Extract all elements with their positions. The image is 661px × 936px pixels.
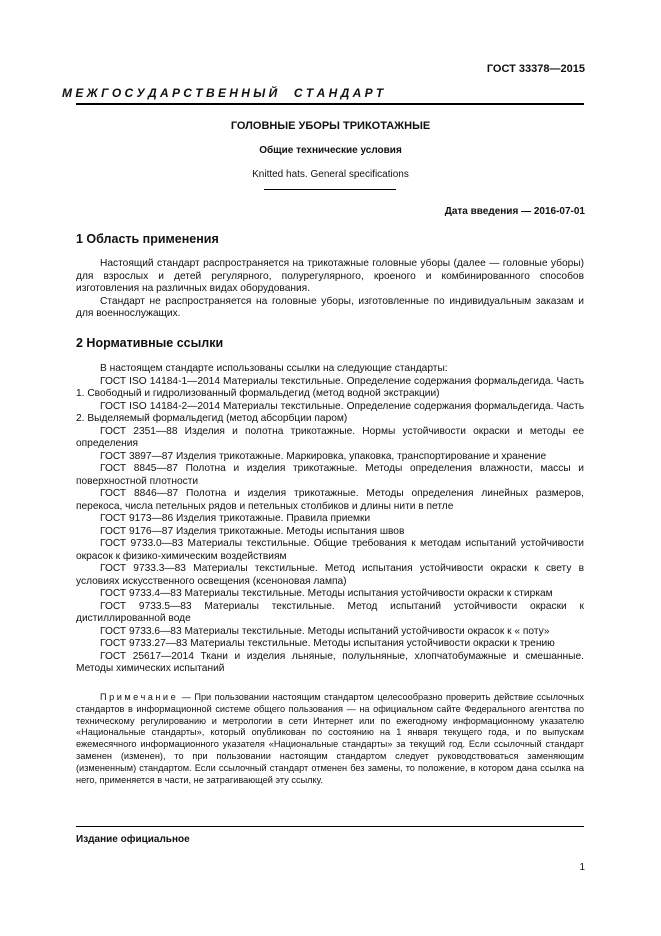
english-title: Knitted hats. General specifications bbox=[252, 169, 409, 180]
reference-item: ГОСТ 9733.27—83 Материалы текстильные. Методы испытания устойчивости окраски к трению bbox=[100, 638, 555, 649]
reference-item: ГОСТ 8845—87 Полотна и изделия трикотажные. Методы определения влажности, массы и поверхностной плотности bbox=[76, 463, 584, 487]
section2-heading: 2 Нормативные ссылки bbox=[76, 336, 224, 350]
reference-item: ГОСТ 9733.3—83 Материалы текстильные. Метод испытания устойчивости окраски к свету в условиях искусственного освещения (ксеноновая лампа) bbox=[76, 563, 584, 587]
reference-item: ГОСТ ISO 14184-2—2014 Материалы текстильные. Определение содержания формальдегида. Часть 2. Выделяемый формальдегид (метод абсорбции паром) bbox=[76, 400, 584, 424]
document-subtitle: Общие технические условия bbox=[259, 145, 402, 156]
reference-item: ГОСТ 9733.0—83 Материалы текстильные. Общие требования к методам испытаний устойчивости окрасок к физико-химическим воздействиям bbox=[76, 538, 584, 562]
reference-item: ГОСТ 8846—87 Полотна и изделия трикотажные. Методы определения линейных размеров, перекоса, числа петельных рядов и петельных столбиков и длины нити в петле bbox=[76, 488, 584, 512]
note-label: Примечание bbox=[100, 692, 179, 702]
section2-body bbox=[76, 363, 584, 676]
official-edition-label: Издание официальное bbox=[76, 834, 190, 845]
note-paragraph bbox=[76, 692, 584, 786]
reference-item: ГОСТ 9733.4—83 Материалы текстильные. Методы испытания устойчивости окраски к стиркам bbox=[100, 588, 553, 599]
banner-rule bbox=[76, 103, 584, 105]
title-rule bbox=[264, 189, 396, 190]
document-title: ГОЛОВНЫЕ УБОРЫ ТРИКОТАЖНЫЕ bbox=[230, 120, 431, 132]
introduction-date: Дата введения — 2016-07-01 bbox=[444, 206, 585, 217]
reference-item: ГОСТ 9733.5—83 Материалы текстильные. Метод испытаний устойчивости окраски к дистиллированной воде bbox=[76, 600, 584, 624]
note-text: — При пользовании настоящим стандартом целесообразно проверить действие ссылочных стандартов в информационной системе общего пользования — на официальном сайте Федерального агентства по техническому регулированию и метрологии в сети Интернет или по ежегодному информационному указателю «Национальные стандарты», который опубликован по состоянию на 1 января текущего года, и по выпускам ежемесячного информационного указателя «Национальные стандарты» за текущий год. Если ссылочный стандарт заменен (изменен), то при пользовании настоящим стандартом следует руководствоваться заменяющим (измененным) стандартом. Если ссылочный стандарт отменен без замены, то положение, в котором дана ссылка на него, применяется в части, не затрагивающей эту ссылку. bbox=[76, 692, 584, 785]
reference-item: ГОСТ 3897—87 Изделия трикотажные. Маркировка, упаковка, транспортирование и хранение bbox=[100, 450, 547, 462]
reference-item: ГОСТ 25617—2014 Ткани и изделия льняные, полульняные, хлопчатобумажные и смешанные. Методы химических испытаний bbox=[76, 650, 584, 674]
gost-number: ГОСТ 33378—2015 bbox=[486, 63, 585, 75]
section1-body bbox=[76, 258, 584, 321]
interstate-standard-banner: М Е Ж Г О С У Д А Р С Т В Е Н Н Ы Й С Т А Н Д А Р Т bbox=[62, 86, 384, 100]
reference-item: ГОСТ 2351—88 Изделия и полотна трикотажные. Нормы устойчивости окраски и методы ее определения bbox=[76, 425, 584, 449]
reference-item: ГОСТ 9173—86 Изделия трикотажные. Правила приемки bbox=[100, 513, 371, 524]
footer-rule bbox=[76, 826, 584, 827]
reference-item: ГОСТ 9733.6—83 Материалы текстильные. Методы испытаний устойчивости окрасок к « поту» bbox=[100, 625, 550, 637]
section2-intro: В настоящем стандарте использованы ссылки на следующие стандарты: bbox=[100, 363, 448, 374]
section1-paragraph: Стандарт не распространяется на головные уборы, изготовленные по индивидуальным заказам и для военнослужащих. bbox=[76, 295, 584, 319]
page-number: 1 bbox=[579, 862, 585, 873]
reference-item: ГОСТ ISO 14184-1—2014 Материалы текстильные. Определение содержания формальдегида. Часть 1. Свободный и гидролизованный формальдегид (метод водной экстракции) bbox=[76, 375, 584, 399]
section1-heading: 1 Область применения bbox=[76, 232, 219, 246]
reference-item: ГОСТ 9176—87 Изделия трикотажные. Методы испытания швов bbox=[100, 525, 405, 537]
section1-paragraph: Настоящий стандарт распространяется на трикотажные головные уборы (далее — головные уборы) для взрослых и детей регулярного, полурегулярного, кроеного и комбинированного способов изготовления на различных видах оборудования. bbox=[76, 258, 584, 294]
